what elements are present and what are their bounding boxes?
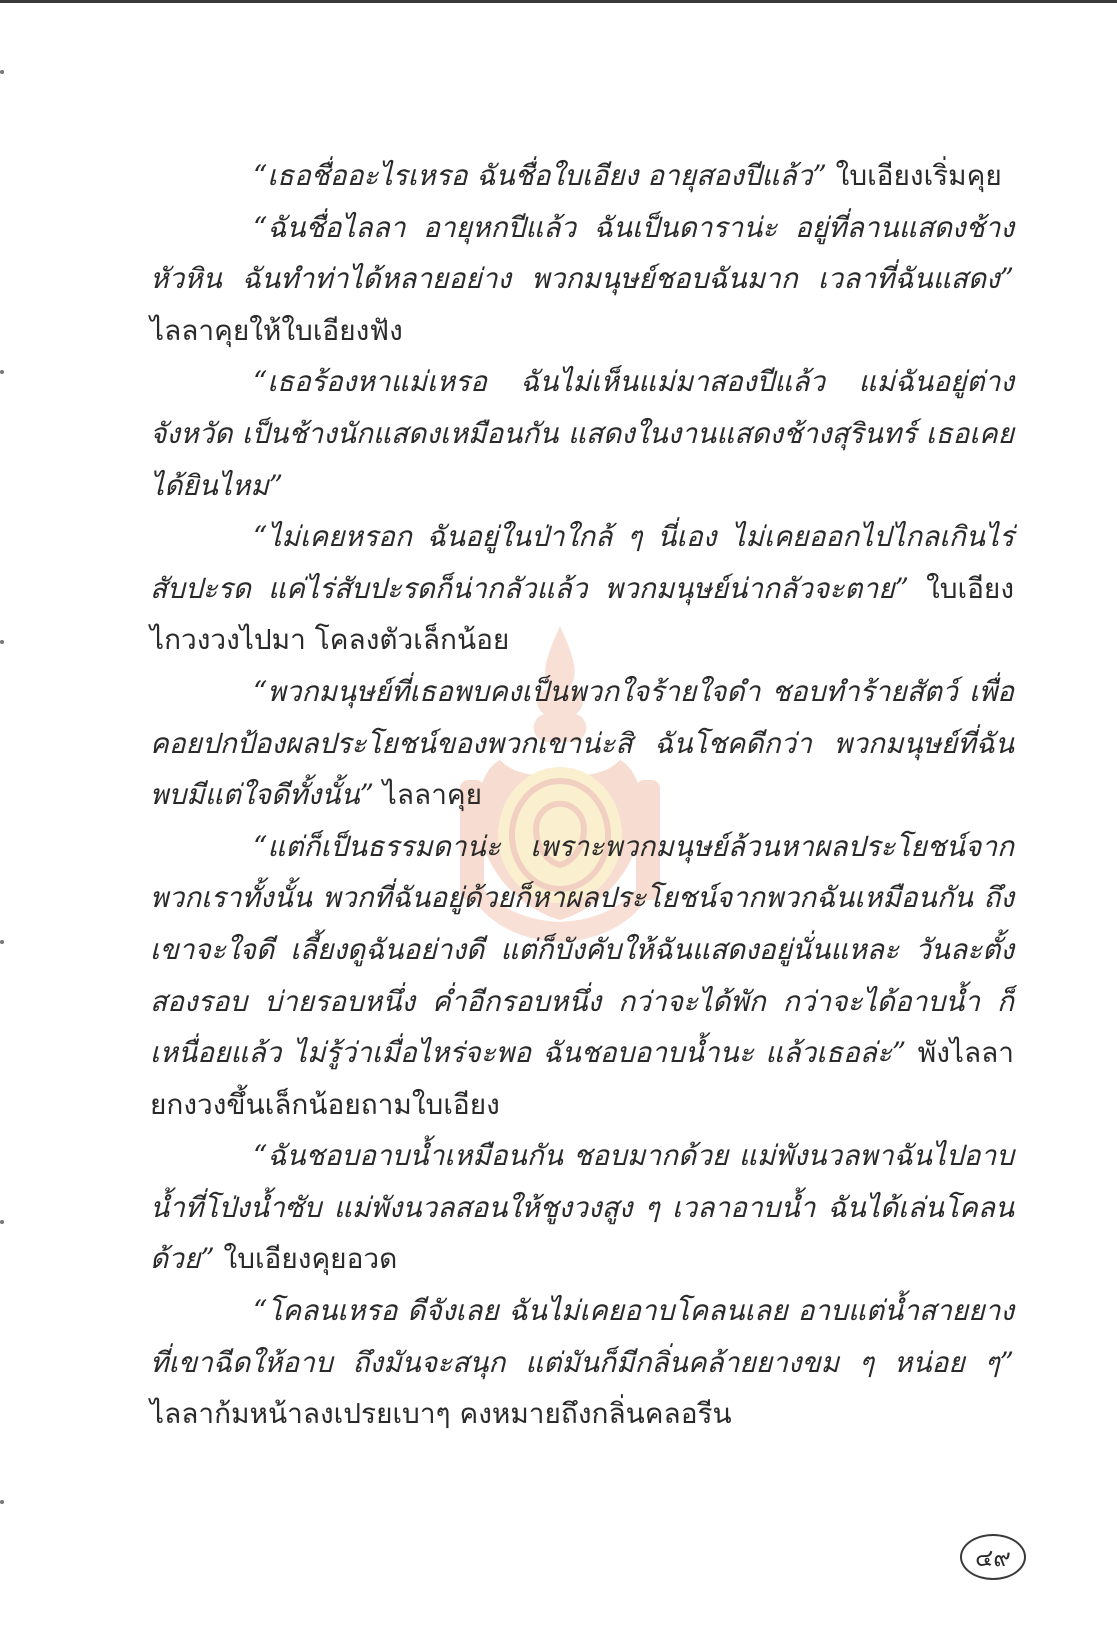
dialogue: “เธอร้องหาแม่เหรอ ฉันไม่เห็นแม่มาสองปีแล้ว แม่ฉันอยู่ต่างจังหวัด เป็นช้างนักแสดงเหมือนกัน แสดงในงานแสดงช้างสุรินทร์ เธอเคยได้ยินไหม” <box>150 365 1014 502</box>
paragraph <box>150 356 1014 511</box>
dialogue: “ฉันชื่อไลลา อายุหกปีแล้ว ฉันเป็นดาราน่ะ อยู่ที่ลานแสดงช้างหัวหิน ฉันทำท่าได้หลายอย่าง พวกมนุษย์ชอบฉันมาก เวลาที่ฉันแสดง” <box>150 210 1014 296</box>
dialogue: “เธอชื่ออะไรเหรอ ฉันชื่อใบเอียง อายุสองปีแล้ว” <box>253 159 827 192</box>
narration: ไลลาก้มหน้าลงเปรยเบาๆ คงหมายถึงกลิ่นคลอรีน <box>150 1397 732 1431</box>
narration: ใบเอียงคุยอวด <box>214 1242 398 1276</box>
narration: ใบเอียงไกวงวงไปมา โคลงตัวเล็กน้อย <box>150 571 1014 657</box>
scan-edge-mark <box>0 940 4 944</box>
scan-edge-mark <box>0 1500 4 1504</box>
paragraph <box>150 1285 1014 1440</box>
page-number <box>960 1534 1026 1580</box>
scan-edge-mark <box>0 640 4 644</box>
narration: ไลลาคุยให้ใบเอียงฟัง <box>150 313 403 347</box>
paragraph <box>150 1130 1014 1285</box>
paragraph <box>150 666 1014 821</box>
dialogue: “โคลนเหรอ ดีจังเลย ฉันไม่เคยอาบโคลนเลย อาบแต่น้ำสายยางที่เขาฉีดให้อาบ ถึงมันจะสนุก แต่มันก็มีกลิ่นคล้ายยางขม ๆ หน่อย ๆ” <box>150 1294 1014 1379</box>
narration: พังไลลายกงวงขึ้นเล็กน้อยถามใบเอียง <box>150 1036 1014 1121</box>
page-number-text: ๔๙ <box>975 1543 1011 1572</box>
dialogue: “ไม่เคยหรอก ฉันอยู่ในป่าใกล้ ๆ นี่เอง ไม่เคยออกไปไกลเกินไร่สับปะรด แค่ไร่สับปะรดก็น่ากลัวแล้ว พวกมนุษย์น่ากลัวจะตาย” <box>150 520 1014 605</box>
paragraph <box>150 150 1014 202</box>
paragraph <box>150 511 1014 666</box>
scan-edge-mark <box>0 1220 4 1224</box>
scan-edge-mark <box>0 70 4 74</box>
dialogue: “แต่ก็เป็นธรรมดาน่ะ เพราะพวกมนุษย์ล้วนหาผลประโยชน์จากพวกเราทั้งนั้น พวกที่ฉันอยู่ด้วยก็หาผลประโยชน์จากพวกฉันเหมือนกัน ถึงเขาจะใจดี เลี้ยงดูฉันอย่างดี แต่ก็บังคับให้ฉันแสดงอยู่นั่นแหละ วันละตั้งสองรอบ บ่ายรอบหนึ่ง ค่ำอีกรอบหนึ่ง กว่าจะได้พัก กว่าจะได้อาบน้ำ ก็เหนื่อยแล้ว ไม่รู้ว่าเมื่อไหร่จะพอ ฉันชอบอาบน้ำนะ แล้วเธอล่ะ” <box>150 829 1014 1070</box>
page-top-edge <box>0 0 1117 3</box>
scan-edge-mark <box>0 370 4 374</box>
dialogue: “ฉันชอบอาบน้ำเหมือนกัน ชอบมากด้วย แม่พังนวลพาฉันไปอาบน้ำที่โป่งน้ำซับ แม่พังนวลสอนให้ชูงวงสูง ๆ เวลาอาบน้ำ ฉันได้เล่นโคลนด้วย” <box>150 1139 1014 1276</box>
narration: ใบเอียงเริ่มคุย <box>826 159 1002 192</box>
dialogue: “พวกมนุษย์ที่เธอพบคงเป็นพวกใจร้ายใจดำ ชอบทำร้ายสัตว์ เพื่อคอยปกป้องผลประโยชน์ของพวกเขาน่ะสิ ฉันโชคดีกว่า พวกมนุษย์ที่ฉันพบมีแต่ใจดีทั้งนั้น” <box>150 674 1014 812</box>
paragraph <box>150 202 1014 357</box>
story-text <box>150 150 1014 1440</box>
narration: ไลลาคุย <box>373 778 483 812</box>
paragraph <box>150 821 1014 1131</box>
